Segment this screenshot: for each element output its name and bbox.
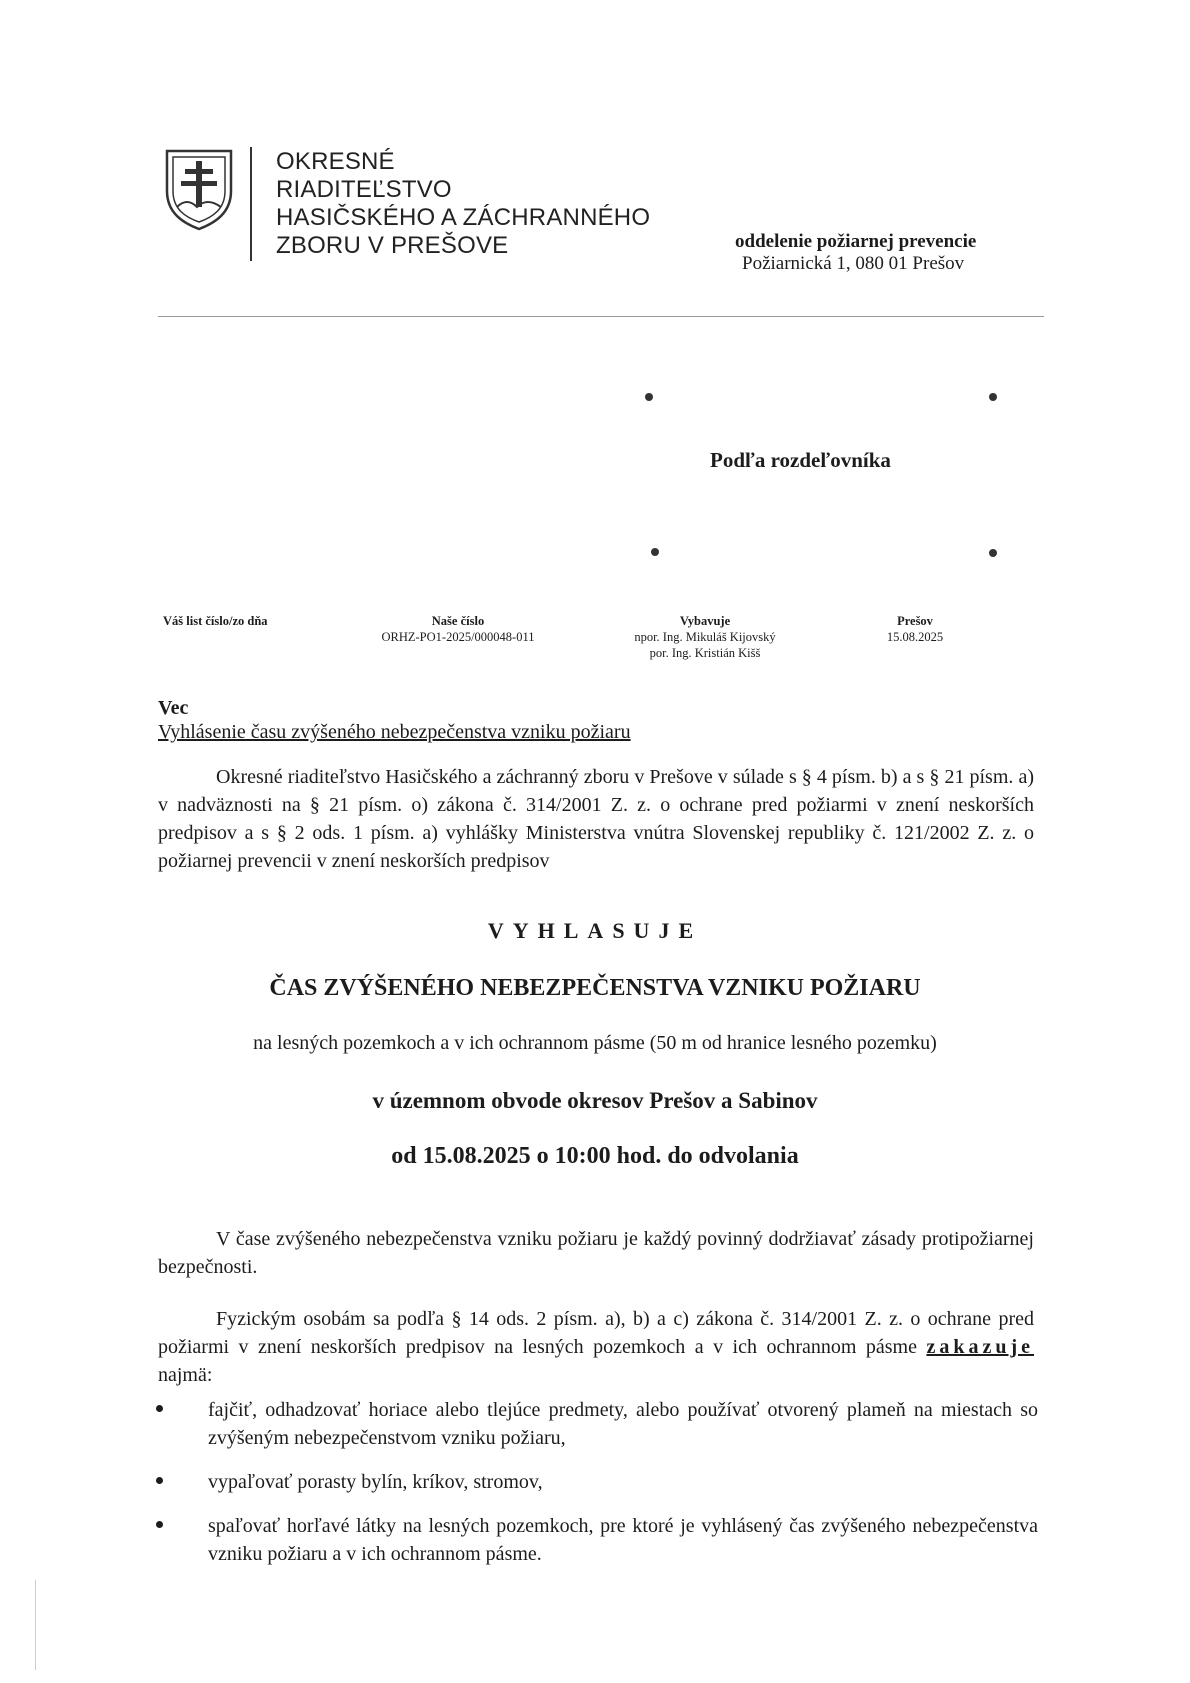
subject-text: Vyhlásenie času zvýšeného nebezpečenstva vzniku požiaru — [158, 721, 631, 743]
prohibition-tail: najmä: — [158, 1364, 213, 1386]
handled-by-person-2: por. Ing. Kristián Kišš — [649, 646, 761, 660]
slovak-coat-of-arms-icon — [163, 147, 235, 231]
department-address: Požiarnická 1, 080 01 Prešov — [742, 253, 965, 274]
our-number-label: Naše číslo — [431, 614, 485, 628]
org-name-line-4: ZBORU V PREŠOVE — [276, 232, 509, 259]
list-item — [156, 1396, 1056, 1456]
list-item — [156, 1512, 1056, 1572]
declaration-start: od 15.08.2025 o 10:00 hod. do odvolania — [391, 1143, 799, 1169]
list-item-text: vypaľovať porasty bylín, kríkov, stromov, — [208, 1471, 543, 1493]
bullet-icon — [156, 1521, 163, 1528]
window-mark-top-left — [645, 393, 653, 401]
department-name: oddelenie požiarnej prevencie — [735, 231, 977, 252]
declaration-scope: na lesných pozemkoch a v ich ochrannom pásme (50 m od hranice lesného pozemku) — [253, 1032, 937, 1054]
list-item — [156, 1468, 1056, 1498]
duty-paragraph: V čase zvýšeného nebezpečenstva vzniku požiaru je každý povinný dodržiavať zásady protipožiarnej bezpečnosti. — [158, 1228, 1034, 1278]
org-name-line-2: RIADITEĽSTVO — [276, 176, 452, 203]
subject-label: Vec — [158, 697, 189, 719]
window-mark-bottom-right — [989, 549, 997, 557]
window-mark-top-right — [989, 393, 997, 401]
place-label: Prešov — [897, 614, 933, 628]
our-number-value: ORHZ-PO1-2025/000048-011 — [381, 630, 535, 644]
our-number-column — [358, 613, 558, 645]
prohibition-lead: Fyzickým osobám sa podľa § 14 ods. 2 písm. a), b) a c) zákona č. 314/2001 Z. z. o ochrane pred požiarmi v znení neskorších predpisov na lesných pozemkoch a v ich ochrannom pásme — [158, 1308, 1034, 1358]
your-letter-column — [163, 613, 268, 629]
intro-paragraph: Okresné riaditeľstvo Hasičského a záchranný zboru v Prešove v súlade s § 4 písm. b) a s § 21 písm. a) v nadväznosti na § 21 písm. o) zákona č. 314/2001 Z. z. o ochrane pred požiarmi v znení neskorších predpisov a s § 2 ods. 1 písm. a) vyhlášky Ministerstva vnútra Slovenskej republiky č. 121/2002 Z. z. o požiarnej prevencii v znení neskorších predpisov — [158, 766, 1034, 872]
bullet-icon — [156, 1405, 163, 1412]
prohibition-verb: zakazuje — [926, 1336, 1035, 1358]
handled-by-label: Vybavuje — [679, 614, 731, 628]
header-rule — [158, 316, 1044, 317]
org-name-line-1: OKRESNÉ — [276, 148, 395, 175]
date-value: 15.08.2025 — [886, 630, 944, 644]
handled-by-person-1: npor. Ing. Mikuláš Kijovský — [634, 630, 776, 644]
list-item-text: spaľovať horľavé látky na lesných pozemkoch, pre ktoré je vyhlásený čas zvýšeného nebezpečenstva vzniku požiaru a v ich ochrannom pásme. — [208, 1515, 1038, 1565]
declaration-verb: VYHLASUJE — [487, 918, 703, 943]
handled-by-column — [605, 613, 805, 661]
scan-margin-line — [35, 1580, 36, 1670]
window-mark-bottom-left — [651, 548, 659, 556]
header-divider — [250, 147, 252, 261]
your-letter-label: Váš list číslo/zo dňa — [163, 614, 268, 628]
org-name-line-3: HASIČSKÉHO A ZÁCHRANNÉHO — [276, 204, 651, 231]
place-date-column — [870, 613, 960, 645]
declaration-title: ČAS ZVÝŠENÉHO NEBEZPEČENSTVA VZNIKU POŽIARU — [269, 975, 921, 1001]
bullet-icon — [156, 1477, 163, 1484]
list-item-text: fajčiť, odhadzovať horiace alebo tlejúce predmety, alebo používať otvorený plameň na miestach so zvýšeným nebezpečenstvom vzniku požiaru, — [208, 1399, 1038, 1449]
prohibition-paragraph — [158, 1305, 1034, 1389]
recipient: Podľa rozdeľovníka — [710, 448, 891, 472]
declaration-territory: v územnom obvode okresov Prešov a Sabinov — [372, 1088, 818, 1113]
